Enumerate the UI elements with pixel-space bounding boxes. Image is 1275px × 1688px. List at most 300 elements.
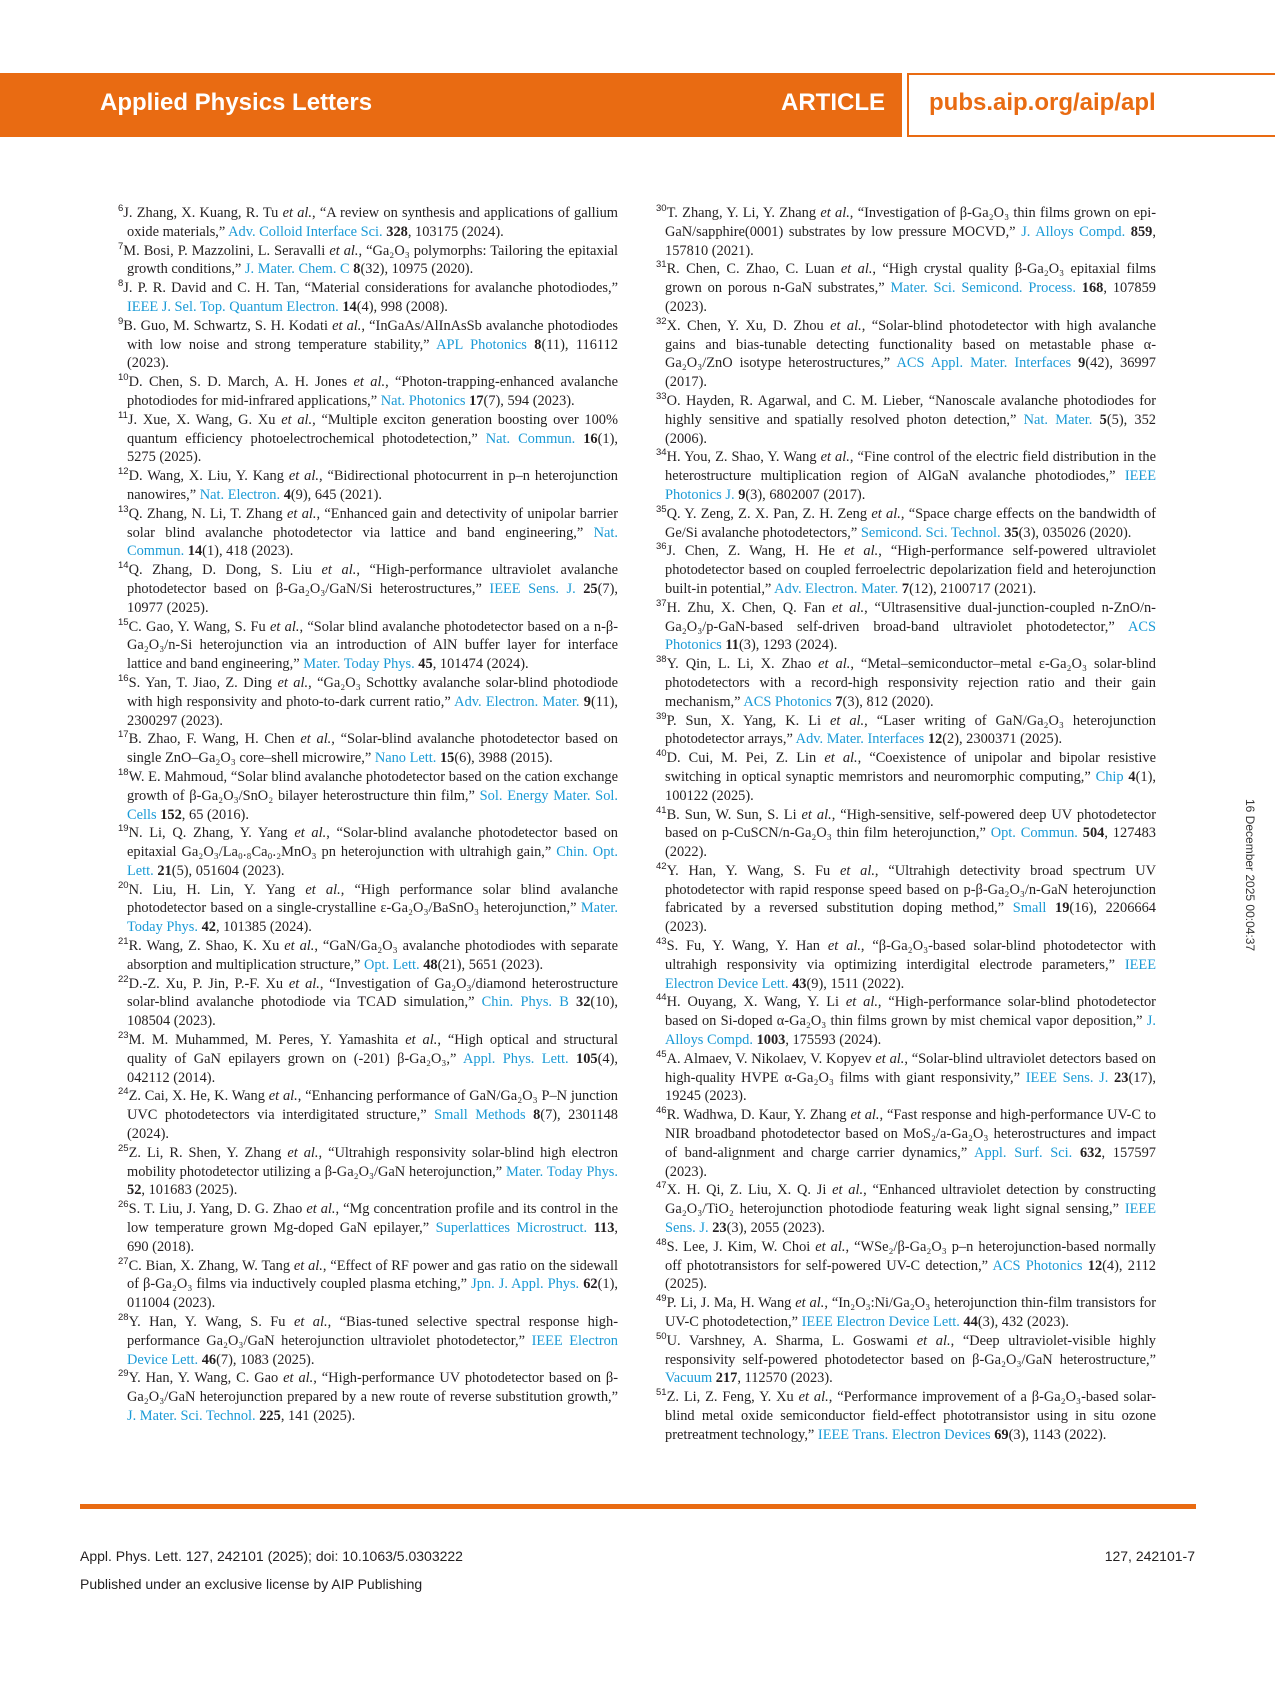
reference-title: “Mg concentration profile and its control in the low temperature grown Mg-doped GaN epilayer,”: [127, 1201, 618, 1237]
journal-link[interactable]: IEEE Sens. J.: [665, 1201, 1156, 1237]
reference-volume: 7: [835, 693, 843, 710]
reference-authors: B. Zhao, F. Wang, H. Chen: [128, 731, 295, 748]
reference-authors: Y. Han, Y. Wang, C. Gao: [128, 1370, 279, 1387]
reference-authors: S. T. Liu, J. Yang, D. G. Zhao: [128, 1201, 303, 1218]
reference-number: 16: [118, 673, 129, 685]
reference-number: 13: [118, 503, 129, 515]
reference-authors: J. P. R. David and C. H. Tan: [123, 280, 296, 297]
reference-volume: 35: [1004, 524, 1019, 541]
et-al: et al.: [830, 317, 862, 334]
reference-volume: 15: [439, 750, 455, 767]
reference-authors: D.-Z. Xu, P. Jin, P.-F. Xu: [128, 975, 284, 992]
reference-volume: 12: [1087, 1257, 1103, 1274]
reference-volume: 225: [259, 1408, 281, 1424]
reference-pages-year: (3), 432 (2023).: [977, 1314, 1069, 1331]
et-al: et al.: [287, 1144, 319, 1161]
journal-link[interactable]: Adv. Colloid Interface Sci.: [228, 223, 383, 240]
reference-number: 26: [118, 1199, 129, 1211]
et-al: et al.: [277, 674, 309, 691]
reference-authors: C. Gao, Y. Wang, S. Fu: [128, 618, 266, 635]
reference-pages-year: , 157810 (2021).: [665, 223, 1156, 259]
et-al: et al.: [282, 205, 312, 221]
et-al: et al.: [827, 938, 861, 955]
reference-pages-year: (11), 116112 (2023).: [127, 336, 618, 372]
reference-volume: 25: [583, 580, 598, 597]
reference-title: “Metal–semiconductor–metal ε-Ga₂O₃ solar-blind photodetectors with a record-high responsivity rejection ratio and their gain mechanism,”: [665, 656, 1157, 710]
journal-link[interactable]: Nat. Mater.: [1023, 411, 1093, 428]
reference-volume: 12: [927, 731, 943, 748]
reference-number: 18: [118, 767, 129, 779]
journal-link[interactable]: J. Mater. Chem. C: [244, 261, 350, 278]
reference-volume: 69: [994, 1426, 1009, 1443]
reference-volume: 16: [583, 430, 598, 447]
reference-item: $^7$M. Bosi, P. Mazzolini, L. Seravalli et al., “Ga₂O₃ polymorphs: Tailoring the epitaxial growth conditions,” J. Mater. Chem. C 8(32), 10975 (2020).: [118, 240, 618, 278]
reference-number: 14: [118, 560, 129, 572]
reference-number: 51: [656, 1387, 667, 1399]
reference-volume: 105: [576, 1050, 598, 1067]
et-al: et al.: [288, 468, 319, 485]
reference-item: $^{34}$H. You, Z. Shao, Y. Wang et al., “Fine control of the electric field distribution in the heterostructure multiplication region of AlGaN avalanche photodiodes,” IEEE Photonics J. 9(3), 6802007 (2017).: [656, 447, 1156, 503]
et-al: et al.: [801, 806, 832, 823]
reference-pages-year: (21), 5651 (2023).: [437, 956, 544, 973]
reference-number: 48: [656, 1237, 667, 1249]
et-al: et al.: [845, 994, 878, 1011]
et-al: et al.: [300, 731, 332, 748]
reference-pages-year: (3), 1293 (2024).: [739, 637, 838, 654]
reference-number: 31: [656, 259, 667, 271]
et-al: et al.: [268, 1088, 298, 1105]
reference-volume: 9: [1078, 355, 1086, 372]
reference-item: $^{33}$O. Hayden, R. Agarwal, and C. M. Lieber, “Nanoscale avalanche photodiodes for highly sensitive and spatially resolved photon detection,” Nat. Mater. 5(5), 352 (2006).: [656, 391, 1157, 447]
reference-title: “Solar blind avalanche photodetector based on a n-β-Ga₂O₃/n-Si heterojunction via an introduction of AlN buffer layer for interface lattice and band engineering,”: [127, 618, 618, 673]
reference-title: “High performance solar blind avalanche photodetector based on a single-crystalline ε-Ga₂O₃/BaSnO₃ heterojunction,”: [127, 881, 618, 917]
reference-pages-year: (2), 2300371 (2025).: [942, 731, 1063, 748]
et-al: et al.: [832, 599, 865, 616]
reference-authors: N. Liu, H. Lin, Y. Yang: [128, 881, 296, 898]
reference-authors: U. Varshney, A. Sharma, L. Goswami: [666, 1332, 909, 1349]
reference-title: “GaN/Ga₂O₃ avalanche photodiodes with separate absorption and multiplication structure,”: [127, 938, 618, 973]
reference-number: 49: [656, 1293, 667, 1305]
journal-url-link[interactable]: pubs.aip.org/aip/apl: [929, 89, 1156, 116]
reference-title: “Investigation of β-Ga₂O₃ thin films grown on epi-GaN/sapphire(0001) substrates by low pressure MOCVD,”: [665, 205, 1156, 240]
reference-volume: 44: [963, 1314, 978, 1331]
reference-number: 37: [656, 597, 667, 609]
et-al: et al.: [405, 1032, 438, 1049]
reference-title: “A review on synthesis and applications of gallium oxide materials,”: [127, 205, 618, 240]
reference-authors: Y. Han, Y. Wang, S. Fu: [666, 862, 831, 879]
et-al: et al.: [284, 938, 315, 955]
reference-volume: 113: [593, 1220, 615, 1237]
reference-title: “Coexistence of unipolar and bipolar resistive switching in optical synaptic memristors and neuromorphic computing,”: [665, 750, 1156, 785]
reference-authors: N. Li, Q. Zhang, Y. Yang: [128, 825, 288, 842]
reference-title: “Fine control of the electric field distribution in the heterostructure multiplication region of AlGaN avalanche photodiodes,”: [665, 449, 1156, 485]
reference-volume: 4: [1128, 768, 1136, 785]
journal-link[interactable]: ACS Photonics: [743, 693, 832, 710]
reference-volume: 9: [738, 486, 746, 503]
reference-item: $^{44}$H. Ouyang, X. Wang, Y. Li et al., “High-performance solar-blind photodetector based on Si-doped α-Ga₂O₃ thin films grown by mist chemical vapor deposition,” J. Alloys Compd. 1003, 175593 (2024).: [656, 992, 1156, 1049]
journal-link[interactable]: Small Methods: [434, 1107, 526, 1124]
reference-title: “Solar blind avalanche photodetector based on the cation exchange growth of β-Ga₂O₃/SnO₂ bilayer heterostructure thin film,”: [127, 768, 618, 804]
reference-authors: T. Zhang, Y. Li, Y. Zhang: [666, 205, 817, 221]
reference-pages-year: , 112570 (2023).: [737, 1370, 833, 1387]
reference-volume: 48: [423, 956, 438, 973]
reference-authors: S. Fu, Y. Wang, Y. Han: [666, 938, 820, 955]
reference-number: 10: [118, 372, 129, 384]
reference-item: $^{42}$Y. Han, Y. Wang, S. Fu et al., “Ultrahigh detectivity broad spectrum UV photodetector with rapid response speed based on p-β-Ga₂O₃/n-GaN heterojunction fabricated by a reversed substitution doping method,” Small 19(16), 2206664 (2023).: [656, 861, 1157, 936]
journal-link[interactable]: Chin. Phys. B: [481, 994, 569, 1011]
reference-authors: H. Zhu, X. Chen, Q. Fan: [666, 599, 826, 616]
reference-item: $^{41}$B. Sun, W. Sun, S. Li et al., “High-sensitive, self-powered deep UV photodetector based on p-CuSCN/n-Ga₂O₃ thin film heterojunction,” Opt. Commun. 504, 127483 (2022).: [656, 804, 1156, 861]
et-al: et al.: [815, 1238, 846, 1255]
reference-item: $^{10}$D. Chen, S. D. March, A. H. Jones et al., “Photon-trapping-enhanced avalanche photodiodes for mid-infrared applications,” Nat. Photonics 17(7), 594 (2023).: [118, 372, 618, 409]
reference-volume: 62: [583, 1276, 598, 1293]
reference-volume: 32: [576, 994, 591, 1011]
reference-number: 36: [656, 541, 667, 553]
reference-title: “Ultrahigh detectivity broad spectrum UV photodetector with rapid response speed based on p-β-Ga₂O₃/n-GaN heterojunction fabricated by a reversed substitution doping method,”: [665, 862, 1157, 917]
reference-pages-year: (6), 3988 (2015).: [454, 750, 553, 767]
reference-pages-year: (1), 418 (2023).: [202, 543, 294, 560]
reference-volume: 14: [342, 298, 357, 315]
reference-number: 41: [656, 804, 667, 816]
reference-title: “Ultrahigh responsivity solar-blind high electron mobility photodetector utilizing a β-Ga₂O₃/GaN heterojunction,”: [127, 1144, 619, 1180]
reference-pages-year: (7), 2301148 (2024).: [127, 1107, 618, 1143]
reference-title: “Bidirectional photocurrent in p–n heterojunction nanowires,”: [127, 468, 618, 503]
reference-title: “InGaAs/AlInAsSb avalanche photodiodes with low noise and strong temperature stability,”: [127, 317, 618, 353]
journal-link[interactable]: ACS Appl. Mater. Interfaces: [896, 355, 1072, 372]
et-al: et al.: [795, 1295, 825, 1312]
reference-authors: P. Sun, X. Yang, K. Li: [666, 712, 821, 729]
reference-item: $^{26}$S. T. Liu, J. Yang, D. G. Zhao et al., “Mg concentration profile and its control in the low temperature grown Mg-doped GaN epilayer,” Superlattices Microstruct. 113, 690 (2018).: [118, 1199, 618, 1255]
journal-link[interactable]: Small: [1012, 900, 1047, 917]
journal-link[interactable]: Chip: [1095, 768, 1124, 785]
reference-item: $^{43}$S. Fu, Y. Wang, Y. Han et al., “β-Ga₂O₃-based solar-blind photodetector with ultrahigh responsivity via optimizing interdigital electrode parameters,” IEEE Electron Device Lett. 43(9), 1511 (2022).: [656, 936, 1157, 992]
reference-title: “Solar-blind ultraviolet detectors based on high-quality HVPE α-Ga₂O₃ films with giant responsivity,”: [665, 1050, 1157, 1086]
reference-volume: 14: [187, 543, 203, 560]
reference-volume: 504: [1082, 825, 1105, 842]
reference-title: “Material considerations for avalanche photodiodes,”: [304, 280, 618, 297]
reference-authors: W. E. Mahmoud: [128, 768, 224, 785]
reference-authors: Z. Li, R. Shen, Y. Zhang: [128, 1144, 282, 1161]
reference-pages-year: , 157597 (2023).: [665, 1144, 1156, 1180]
et-al: et al.: [916, 1332, 951, 1349]
journal-link[interactable]: Chin. Opt. Lett.: [127, 844, 618, 879]
reference-authors: A. Almaev, V. Nikolaev, V. Kopyev: [666, 1050, 872, 1067]
reference-title: “High-sensitive, self-powered deep UV photodetector based on p-CuSCN/n-Ga₂O₃ thin film heterojunction,”: [665, 806, 1156, 842]
references-left-column: [118, 204, 618, 1426]
et-al: et al.: [293, 1314, 328, 1331]
reference-authors: S. Lee, J. Kim, W. Choi: [666, 1238, 811, 1255]
reference-pages-year: (42), 36997 (2017).: [665, 355, 1156, 391]
reference-title: “Solar-blind avalanche photodetector based on epitaxial Ga₂O₃/La₀.₈Ca₀.₂MnO₃ pn heterojunction with ultrahigh gain,”: [127, 825, 618, 861]
reference-volume: 7: [901, 580, 910, 597]
reference-item: $^{15}$C. Gao, Y. Wang, S. Fu et al., “Solar blind avalanche photodetector based on a n-β-Ga₂O₃/n-Si heterojunction via an introduction of AlN buffer layer for interface lattice and band engineering,” Mater. Today Phys. 45, 101474 (2024).: [118, 616, 618, 673]
reference-authors: B. Sun, W. Sun, S. Li: [666, 806, 797, 823]
et-al: et al.: [829, 712, 865, 729]
reference-volume: 328: [386, 223, 408, 240]
reference-pages-year: (16), 2206664 (2023).: [665, 900, 1156, 936]
reference-item: $^{17}$B. Zhao, F. Wang, H. Chen et al., “Solar-blind avalanche photodetector based on single ZnO–Ga₂O₃ core–shell microwire,” Nano Lett. 15(6), 3988 (2015).: [118, 729, 618, 767]
reference-authors: Y. Qin, L. Li, X. Zhao: [666, 656, 812, 673]
journal-link[interactable]: IEEE Electron Device Lett.: [127, 1332, 619, 1368]
journal-link[interactable]: ACS Photonics: [665, 618, 1156, 654]
et-al: et al.: [875, 1050, 905, 1067]
reference-authors: R. Chen, C. Zhao, C. Luan: [666, 261, 835, 278]
reference-number: 32: [656, 315, 667, 327]
reference-pages-year: (3), 1143 (2022).: [1008, 1426, 1107, 1443]
journal-link[interactable]: Superlattices Microstruct.: [435, 1220, 588, 1237]
reference-pages-year: (3), 2055 (2023).: [726, 1220, 825, 1237]
reference-authors: P. Li, J. Ma, H. Wang: [666, 1295, 792, 1312]
reference-pages-year: (7), 10977 (2025).: [127, 580, 619, 616]
reference-title: “In₂O₃:Ni/Ga₂O₃ heterojunction thin-film transistors for UV-C photodetection,”: [665, 1295, 1156, 1331]
reference-volume: 23: [1114, 1069, 1129, 1086]
journal-link[interactable]: IEEE Trans. Electron Devices: [817, 1426, 991, 1443]
reference-number: 9: [118, 315, 124, 327]
reference-volume: 632: [1079, 1144, 1102, 1161]
reference-authors: X. Chen, Y. Xu, D. Zhou: [666, 317, 824, 334]
journal-link[interactable]: J. Alloys Compd.: [1021, 223, 1126, 240]
journal-title: Applied Physics Letters: [100, 89, 373, 116]
journal-link[interactable]: Opt. Lett.: [364, 956, 420, 973]
reference-item: $^{11}$J. Xue, X. Wang, G. Xu et al., “Multiple exciton generation boosting over 100% quantum efficiency photoelectrochemical photodetection,” Nat. Commun. 16(1), 5275 (2025).: [118, 409, 618, 466]
footer-page-number: 127, 242101-7: [1104, 1548, 1195, 1564]
reference-number: 44: [656, 992, 667, 1004]
reference-title: “High-performance ultraviolet avalanche photodetector based on β-Ga₂O₃/GaN/Si heterostructures,”: [127, 562, 618, 597]
reference-pages-year: (5), 051604 (2023).: [171, 862, 285, 879]
reference-pages-year: , 101385 (2024).: [215, 919, 312, 936]
reference-number: 23: [118, 1030, 129, 1042]
reference-item: $^{14}$Q. Zhang, D. Dong, S. Liu et al., “High-performance ultraviolet avalanche photodetector based on β-Ga₂O₃/GaN/Si heterostructures,” IEEE Sens. J. 25(7), 10977 (2025).: [118, 560, 619, 616]
reference-item: $^{12}$D. Wang, X. Liu, Y. Kang et al., “Bidirectional photocurrent in p–n heterojunction nanowires,” Nat. Electron. 4(9), 645 (2021).: [118, 466, 618, 503]
reference-item: $^{38}$Y. Qin, L. Li, X. Zhao et al., “Metal–semiconductor–metal ε-Ga₂O₃ solar-blind photodetectors with a record-high responsivity rejection ratio and their gain mechanism,” ACS Photonics 7(3), 812 (2020).: [656, 654, 1157, 710]
journal-link[interactable]: Mater. Today Phys.: [506, 1163, 619, 1180]
reference-pages-year: (17), 19245 (2023).: [665, 1069, 1157, 1105]
reference-title: “Investigation of Ga₂O₃/diamond heterostructure solar-blind avalanche photodiode via TCAD simulation,”: [127, 975, 619, 1011]
journal-link[interactable]: Mater. Today Phys.: [127, 900, 618, 936]
reference-number: 29: [118, 1368, 129, 1380]
reference-number: 25: [118, 1143, 129, 1155]
journal-link[interactable]: Jpn. J. Appl. Phys.: [471, 1276, 580, 1293]
reference-title: “High-performance UV photodetector based on β-Ga₂O₃/GaN heterojunction prepared by a new route of reverse substitution growth,”: [127, 1370, 618, 1406]
reference-number: 7: [118, 240, 124, 252]
reference-item: $^{21}$R. Wang, Z. Shao, K. Xu et al., “GaN/Ga₂O₃ avalanche photodiodes with separate absorption and multiplication structure,” Opt. Lett. 48(21), 5651 (2023).: [118, 936, 618, 973]
reference-title: “β-Ga₂O₃-based solar-blind photodetector with ultrahigh responsivity via optimizing interdigital electrode parameters,”: [665, 938, 1157, 973]
reference-item: $^{30}$T. Zhang, Y. Li, Y. Zhang et al., “Investigation of β-Ga₂O₃ thin films grown on epi-GaN/sapphire(0001) substrates by low pressure MOCVD,” J. Alloys Compd. 859, 157810 (2021).: [656, 203, 1156, 259]
reference-item: $^{20}$N. Liu, H. Lin, Y. Yang et al., “High performance solar blind avalanche photodetector based on a single-crystalline ε-Ga₂O₃/BaSnO₃ heterojunction,” Mater. Today Phys. 42, 101385 (2024).: [118, 879, 618, 936]
reference-pages-year: , 101474 (2024).: [432, 656, 529, 673]
reference-title: “Solar-blind avalanche photodetector based on single ZnO–Ga₂O₃ core–shell microwire,”: [127, 731, 618, 767]
reference-pages-year: , 107859 (2023).: [665, 280, 1156, 315]
reference-volume: 152: [160, 806, 182, 823]
journal-link[interactable]: Vacuum: [665, 1370, 713, 1387]
reference-number: 21: [118, 936, 129, 948]
reference-title: “Ultrasensitive dual-junction-coupled n-ZnO/n-Ga₂O₃/p-GaN-based self-driven broad-band ultraviolet photodetector,”: [665, 599, 1156, 635]
journal-link[interactable]: Mater. Sci. Semicond. Process.: [890, 280, 1076, 297]
et-al: et al.: [321, 562, 357, 579]
reference-item: $^{27}$C. Bian, X. Zhang, W. Tang et al., “Effect of RF power and gas ratio on the sidewall of β-Ga₂O₃ films via inductively coupled plasma etching,” Jpn. J. Appl. Phys. 62(1), 011004 (2023).: [118, 1255, 619, 1312]
reference-title: “Ga₂O₃ Schottky avalanche solar-blind photodiode with high responsivity and photo-to-dark current ratio,”: [127, 674, 618, 710]
et-al: et al.: [824, 750, 858, 767]
journal-link[interactable]: IEEE Electron Device Lett.: [801, 1314, 960, 1331]
reference-title: “Enhanced ultraviolet detection by constructing Ga₂O₃/TiO₂ heterojunction photodiode featuring weak light signal sensing,”: [665, 1182, 1156, 1218]
journal-link[interactable]: Mater. Today Phys.: [303, 656, 415, 673]
reference-title: “WSe₂/β-Ga₂O₃ p–n heterojunction-based normally off phototransistors for self-powered UV-C detection,”: [665, 1238, 1156, 1274]
reference-title: “Bias-tuned selective spectral response high-performance Ga₂O₃/GaN heterojunction ultraviolet photodetector,”: [127, 1314, 618, 1349]
references-right-column: [656, 204, 1156, 1445]
reference-pages-year: , 175593 (2024).: [785, 1032, 882, 1049]
journal-link[interactable]: IEEE Electron Device Lett.: [665, 956, 1156, 992]
reference-authors: J. Chen, Z. Wang, H. He: [666, 543, 835, 560]
reference-number: 45: [656, 1049, 667, 1061]
reference-item: $^{18}$W. E. Mahmoud, “Solar blind avalanche photodetector based on the cation exchange growth of β-Ga₂O₃/SnO₂ bilayer heterostructure thin film,” Sol. Energy Mater. Sol. Cells 152, 65 (2016).: [118, 767, 618, 823]
journal-link[interactable]: Appl. Phys. Lett.: [463, 1050, 569, 1067]
reference-pages-year: (11), 2300297 (2023).: [127, 693, 618, 729]
reference-pages-year: (12), 2100717 (2021).: [909, 580, 1037, 597]
reference-authors: Q. Zhang, D. Dong, S. Liu: [128, 562, 312, 579]
reference-number: 22: [118, 973, 129, 985]
reference-pages-year: (1), 100122 (2025).: [665, 768, 1157, 804]
reference-volume: 8: [353, 261, 361, 278]
reference-number: 34: [656, 447, 667, 459]
reference-item: $^{32}$X. Chen, Y. Xu, D. Zhou et al., “Solar-blind photodetector with high avalanche gains and bias-tunable detecting functionality based on metastable phase α-Ga₂O₃/ZnO isotype heterostructures,” ACS Appl. Mater. Interfaces 9(42), 36997 (2017).: [656, 315, 1156, 391]
journal-link[interactable]: Nat. Commun.: [485, 430, 576, 447]
reference-item: $^8$J. P. R. David and C. H. Tan, “Material considerations for avalanche photodiodes,” IEEE J. Sel. Top. Quantum Electron. 14(4), 998 (2008).: [118, 278, 618, 315]
journal-link[interactable]: IEEE Sens. J.: [1025, 1069, 1109, 1086]
footer-rule: [80, 1504, 1196, 1509]
reference-item: $^{46}$R. Wadhwa, D. Kaur, Y. Zhang et al., “Fast response and high-performance UV-C to NIR broadband photodetector based on MoS₂/a-Ga₂O₃ heterostructures and impact of band-alignment and charge carrier dynamics,” Appl. Surf. Sci. 632, 157597 (2023).: [656, 1105, 1156, 1180]
reference-volume: 859: [1130, 223, 1153, 240]
journal-link[interactable]: J. Mater. Sci. Technol.: [127, 1408, 256, 1424]
et-al: et al.: [281, 411, 313, 428]
et-al: et al.: [306, 1201, 336, 1218]
reference-volume: 9: [583, 693, 591, 710]
reference-authors: Q. Y. Zeng, Z. X. Pan, Z. H. Zeng: [666, 505, 868, 522]
reference-number: 40: [656, 748, 667, 760]
et-al: et al.: [353, 374, 386, 391]
journal-link[interactable]: IEEE Photonics J.: [665, 468, 1156, 503]
reference-authors: O. Hayden, R. Agarwal, and C. M. Lieber: [666, 392, 920, 409]
journal-link[interactable]: Adv. Electron. Mater.: [774, 580, 899, 597]
reference-authors: D. Chen, S. D. March, A. H. Jones: [128, 374, 348, 391]
reference-volume: 46: [201, 1351, 217, 1368]
reference-volume: 42: [201, 919, 216, 936]
journal-link[interactable]: ACS Photonics: [992, 1257, 1083, 1274]
reference-volume: 45: [418, 656, 433, 673]
et-al: et al.: [288, 975, 320, 992]
journal-link[interactable]: Sol. Energy Mater. Sol. Cells: [127, 787, 618, 823]
reference-authors: Q. Zhang, N. Li, T. Zhang: [128, 505, 283, 522]
reference-item: $^{13}$Q. Zhang, N. Li, T. Zhang et al., “Enhanced gain and detectivity of unipolar barrier solar blind avalanche photodetector via lattice and band engineering,” Nat. Commun. 14(1), 418 (2023).: [118, 503, 618, 560]
journal-link[interactable]: Semicond. Sci. Technol.: [860, 524, 1001, 541]
reference-title: “Multiple exciton generation boosting over 100% quantum efficiency photoelectrochemical photodetection,”: [127, 411, 618, 447]
reference-volume: 5: [1099, 411, 1107, 428]
reference-volume: 217: [715, 1370, 738, 1387]
reference-authors: R. Wang, Z. Shao, K. Xu: [128, 938, 280, 955]
reference-item: $^{23}$M. M. Muhammed, M. Peres, Y. Yamashita et al., “High optical and structural quality of GaN epilayers grown on (-201) β-Ga₂O₃,” Appl. Phys. Lett. 105(4), 042112 (2014).: [118, 1030, 619, 1086]
journal-link[interactable]: IEEE J. Sel. Top. Quantum Electron.: [127, 298, 339, 315]
reference-item: $^{28}$Y. Han, Y. Wang, S. Fu et al., “Bias-tuned selective spectral response high-performance Ga₂O₃/GaN heterojunction ultraviolet photodetector,” IEEE Electron Device Lett. 46(7), 1083 (2025).: [118, 1312, 619, 1368]
journal-link[interactable]: APL Photonics: [436, 336, 527, 353]
et-al: et al.: [287, 505, 317, 522]
reference-number: 20: [118, 879, 129, 891]
reference-item: $^{36}$J. Chen, Z. Wang, H. He et al., “High-performance self-powered ultraviolet photodetector based on coupled ferroelectric depolarization field and heterojunction built-in potential,” Adv. Electron. Mater. 7(12), 2100717 (2021).: [656, 541, 1156, 597]
journal-link[interactable]: Adv. Mater. Interfaces: [795, 731, 925, 748]
journal-link[interactable]: IEEE Sens. J.: [489, 580, 576, 597]
reference-item: $^{19}$N. Li, Q. Zhang, Y. Yang et al., “Solar-blind avalanche photodetector based on epitaxial Ga₂O₃/La₀.₈Ca₀.₂MnO₃ pn heterojunction with ultrahigh gain,” Chin. Opt. Lett. 21(5), 051604 (2023).: [118, 823, 618, 879]
reference-authors: S. Yan, T. Jiao, Z. Ding: [128, 674, 272, 691]
reference-item: $^9$B. Guo, M. Schwartz, S. H. Kodati et al., “InGaAs/AlInAsSb avalanche photodiodes with low noise and strong temperature stability,” APL Photonics 8(11), 116112 (2023).: [118, 315, 618, 372]
reference-number: 19: [118, 823, 129, 835]
reference-pages-year: (32), 10975 (2020).: [360, 261, 474, 278]
reference-title: “Effect of RF power and gas ratio on the sidewall of β-Ga₂O₃ films via inductively coupled plasma etching,”: [127, 1257, 619, 1293]
journal-link[interactable]: Nat. Electron.: [199, 486, 281, 503]
reference-item: $^{29}$Y. Han, Y. Wang, C. Gao et al., “High-performance UV photodetector based on β-Ga₂O₃/GaN heterojunction prepared by a new route of reverse substitution growth,” J. Mater. Sci. Technol. 225, 141 (2025).: [118, 1368, 618, 1424]
et-al: et al.: [843, 543, 879, 560]
et-al: et al.: [305, 881, 341, 898]
reference-number: 11: [118, 409, 128, 421]
reference-title: “Enhanced gain and detectivity of unipolar barrier solar blind avalanche photodetector via lattice and band engineering,”: [127, 505, 618, 541]
journal-link[interactable]: Nat. Photonics: [380, 392, 466, 409]
reference-volume: 43: [792, 975, 807, 992]
reference-title: “High optical and structural quality of GaN epilayers grown on (-201) β-Ga₂O₃,”: [127, 1032, 619, 1067]
reference-item: $^{47}$X. H. Qi, Z. Liu, X. Q. Ji et al., “Enhanced ultraviolet detection by constructing Ga₂O₃/TiO₂ heterojunction photodiode featuring weak light signal sensing,” IEEE Sens. J. 23(3), 2055 (2023).: [656, 1180, 1156, 1237]
reference-authors: R. Wadhwa, D. Kaur, Y. Zhang: [666, 1107, 847, 1124]
reference-item: $^{35}$Q. Y. Zeng, Z. X. Pan, Z. H. Zeng et al., “Space charge effects on the bandwidth of Ge/Si avalanche photodetectors,” Semicond. Sci. Technol. 35(3), 035026 (2020).: [656, 503, 1157, 541]
reference-number: 8: [118, 278, 124, 290]
reference-number: 17: [118, 729, 129, 741]
journal-link[interactable]: Adv. Electron. Mater.: [454, 693, 580, 710]
reference-pages-year: (3), 035026 (2020).: [1018, 524, 1132, 541]
reference-pages-year: (7), 594 (2023).: [483, 392, 575, 409]
reference-volume: 168: [1081, 280, 1104, 297]
reference-number: 47: [656, 1180, 667, 1192]
reference-item: $^{31}$R. Chen, C. Zhao, C. Luan et al., “High crystal quality β-Ga₂O₃ epitaxial films grown on porous n-GaN substrates,” Mater. Sci. Semicond. Process. 168, 107859 (2023).: [656, 259, 1156, 315]
reference-item: $^{25}$Z. Li, R. Shen, Y. Zhang et al., “Ultrahigh responsivity solar-blind high electron mobility photodetector utilizing a β-Ga₂O₃/GaN heterojunction,” Mater. Today Phys. 52, 101683 (2025).: [118, 1143, 619, 1199]
reference-volume: 19: [1055, 900, 1070, 917]
reference-authors: J. Xue, X. Wang, G. Xu: [127, 411, 276, 428]
reference-pages-year: (3), 6802007 (2017).: [745, 486, 866, 503]
reference-volume: 4: [283, 486, 291, 503]
reference-authors: Z. Cai, X. He, K. Wang: [128, 1088, 265, 1105]
et-al: et al.: [293, 1257, 323, 1274]
footer-license: Published under an exclusive license by AIP Publishing: [80, 1576, 423, 1592]
reference-title: “Ga₂O₃ polymorphs: Tailoring the epitaxial growth conditions,”: [127, 242, 618, 278]
reference-item: $^{48}$S. Lee, J. Kim, W. Choi et al., “WSe₂/β-Ga₂O₃ p–n heterojunction-based normally off phototransistors for self-powered UV-C detection,” ACS Photonics 12(4), 2112 (2025).: [656, 1237, 1156, 1293]
reference-pages-year: (5), 352 (2006).: [665, 411, 1157, 447]
reference-pages-year: , 101683 (2025).: [141, 1182, 238, 1199]
journal-link[interactable]: J. Alloys Compd.: [665, 1013, 1156, 1049]
journal-link[interactable]: Nano Lett.: [374, 750, 437, 767]
article-type-label: ARTICLE: [781, 89, 885, 116]
reference-item: $^{22}$D.-Z. Xu, P. Jin, P.-F. Xu et al., “Investigation of Ga₂O₃/diamond heterostructure solar-blind avalanche photodiode via TCAD simulation,” Chin. Phys. B 32(10), 108504 (2023).: [118, 973, 619, 1030]
reference-item: $^{51}$Z. Li, Z. Feng, Y. Xu et al., “Performance improvement of a β-Ga₂O₃-based solar-blind metal oxide semiconductor field-effect phototransistor using in situ ozone pretreatment technology,” IEEE Trans. Electron Devices 69(3), 1143 (2022).: [656, 1387, 1156, 1443]
reference-title: “Solar-blind photodetector with high avalanche gains and bias-tunable detecting functionality based on metastable phase α-Ga₂O₃/ZnO isotype heterostructures,”: [665, 317, 1156, 372]
reference-pages-year: (4), 2112 (2025).: [665, 1257, 1156, 1293]
reference-pages-year: (1), 5275 (2025).: [127, 430, 618, 466]
journal-link[interactable]: Appl. Surf. Sci.: [974, 1144, 1073, 1161]
journal-link[interactable]: Opt. Commun.: [990, 825, 1078, 842]
reference-number: 24: [118, 1086, 129, 1098]
journal-link[interactable]: Nat. Commun.: [127, 524, 618, 560]
reference-authors: H. Ouyang, X. Wang, Y. Li: [666, 994, 839, 1011]
reference-volume: 1003: [756, 1032, 786, 1049]
et-al: et al.: [294, 825, 327, 842]
reference-volume: 8: [533, 1107, 541, 1124]
reference-number: 30: [656, 203, 667, 215]
reference-item: $^6$J. Zhang, X. Kuang, R. Tu et al., “A review on synthesis and applications of gallium oxide materials,” Adv. Colloid Interface Sci. 328, 103175 (2024).: [118, 203, 618, 240]
reference-number: 35: [656, 503, 667, 515]
reference-title: “Deep ultraviolet-visible highly responsivity self-powered photodetector based on β-Ga₂O₃/GaN heterostructure,”: [665, 1332, 1157, 1368]
